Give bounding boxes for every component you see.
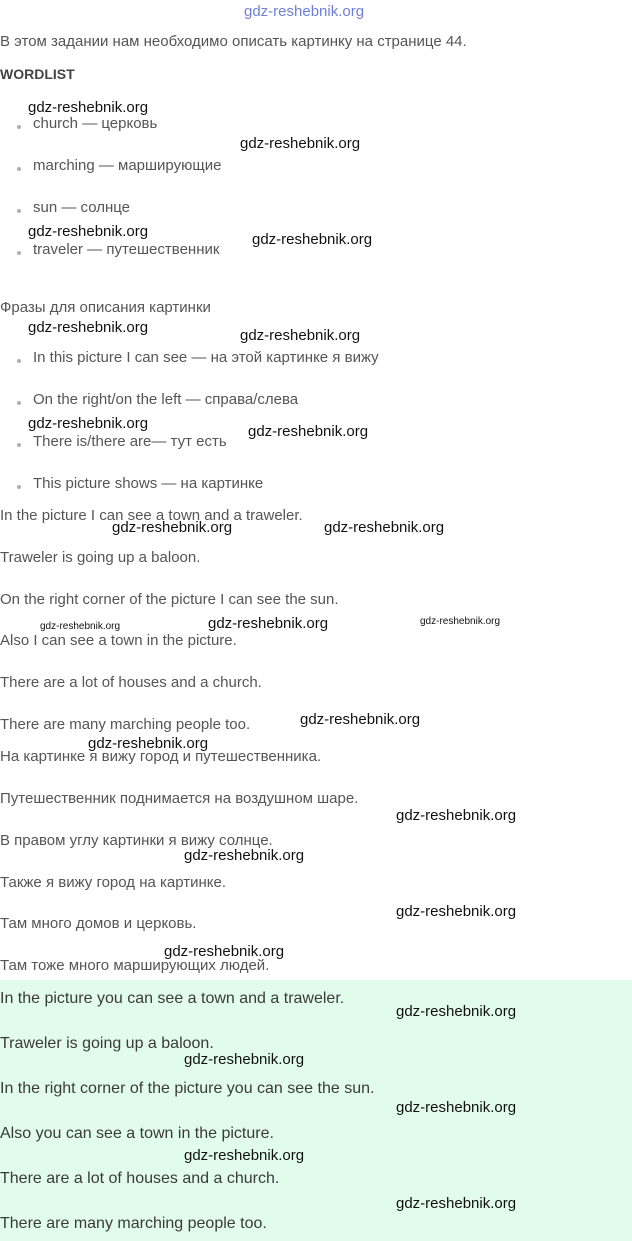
intro-text: В этом задании нам необходимо описать картинку на странице 44.	[0, 33, 467, 50]
bullet-icon	[17, 209, 21, 213]
watermark: gdz-reshebnik.org	[28, 319, 149, 336]
english-line: Traweler is going up a baloon.	[0, 549, 201, 566]
watermark: gdz-reshebnik.org	[240, 327, 361, 344]
russian-line: В правом углу картинки я вижу солнце.	[0, 832, 273, 849]
wordlist-item: traveler — путешественник	[33, 241, 220, 258]
bullet-icon	[17, 401, 21, 405]
watermark: gdz-reshebnik.org	[324, 519, 445, 536]
bullet-icon	[17, 125, 21, 129]
bullet-icon	[17, 359, 21, 363]
watermark: gdz-reshebnik.org	[240, 135, 361, 152]
alt-line: In the right corner of the picture you can see the sun.	[0, 1080, 375, 1097]
watermark: gdz-reshebnik.org	[252, 231, 373, 248]
phrase-item: In this picture I can see — на этой картинке я вижу	[33, 349, 379, 366]
alt-line: There are a lot of houses and a church.	[0, 1170, 280, 1187]
watermark: gdz-reshebnik.org	[248, 423, 369, 440]
watermark: gdz-reshebnik.org	[184, 1051, 305, 1068]
russian-line: На картинке я вижу город и путешественника.	[0, 748, 322, 765]
russian-line: Путешественник поднимается на воздушном шаре.	[0, 790, 359, 807]
alt-line: In the picture you can see a town and a traweler.	[0, 990, 345, 1007]
watermark: gdz-reshebnik.org	[28, 223, 149, 240]
phrases-heading: Фразы для описания картинки	[0, 299, 211, 316]
wordlist-item: marching — марширующие	[33, 157, 222, 174]
phrase-item: There is/there are— тут есть	[33, 433, 227, 450]
bullet-icon	[17, 443, 21, 447]
watermark: gdz-reshebnik.org	[88, 735, 209, 752]
russian-line: Там тоже много марширующих людей.	[0, 957, 270, 974]
bullet-icon	[17, 485, 21, 489]
watermark: gdz-reshebnik.org	[208, 615, 329, 632]
russian-line: Также я вижу город на картинке.	[0, 874, 227, 891]
watermark-top: gdz-reshebnik.org	[244, 3, 365, 20]
watermark: gdz-reshebnik.org	[420, 616, 501, 627]
russian-line: Там много домов и церковь.	[0, 915, 197, 932]
highlighted-answer-block	[0, 980, 632, 1241]
phrase-item: On the right/on the left — справа/слева	[33, 391, 299, 408]
watermark: gdz-reshebnik.org	[184, 1147, 305, 1164]
watermark: gdz-reshebnik.org	[396, 1195, 517, 1212]
watermark: gdz-reshebnik.org	[40, 621, 121, 632]
wordlist-item: sun — солнце	[33, 199, 131, 216]
watermark: gdz-reshebnik.org	[396, 807, 517, 824]
watermark: gdz-reshebnik.org	[396, 1099, 517, 1116]
alt-line: Traweler is going up a baloon.	[0, 1035, 214, 1052]
wordlist-heading: WORDLIST	[0, 66, 75, 82]
watermark: gdz-reshebnik.org	[396, 903, 517, 920]
watermark: gdz-reshebnik.org	[112, 519, 233, 536]
alt-line: Also you can see a town in the picture.	[0, 1125, 274, 1142]
alt-line: There are many marching people too.	[0, 1215, 267, 1232]
bullet-icon	[17, 251, 21, 255]
english-line: There are many marching people too.	[0, 716, 251, 733]
wordlist-item: church — церковь	[33, 115, 158, 132]
watermark: gdz-reshebnik.org	[28, 415, 149, 432]
english-line: There are a lot of houses and a church.	[0, 674, 262, 691]
phrase-item: This picture shows — на картинке	[33, 475, 264, 492]
watermark: gdz-reshebnik.org	[28, 99, 149, 116]
english-line: Also I can see a town in the picture.	[0, 632, 237, 649]
english-line: On the right corner of the picture I can see the sun.	[0, 591, 339, 608]
watermark: gdz-reshebnik.org	[396, 1003, 517, 1020]
watermark: gdz-reshebnik.org	[164, 943, 285, 960]
watermark: gdz-reshebnik.org	[184, 847, 305, 864]
english-line: In the picture I can see a town and a traweler.	[0, 507, 303, 524]
watermark: gdz-reshebnik.org	[300, 711, 421, 728]
bullet-icon	[17, 167, 21, 171]
